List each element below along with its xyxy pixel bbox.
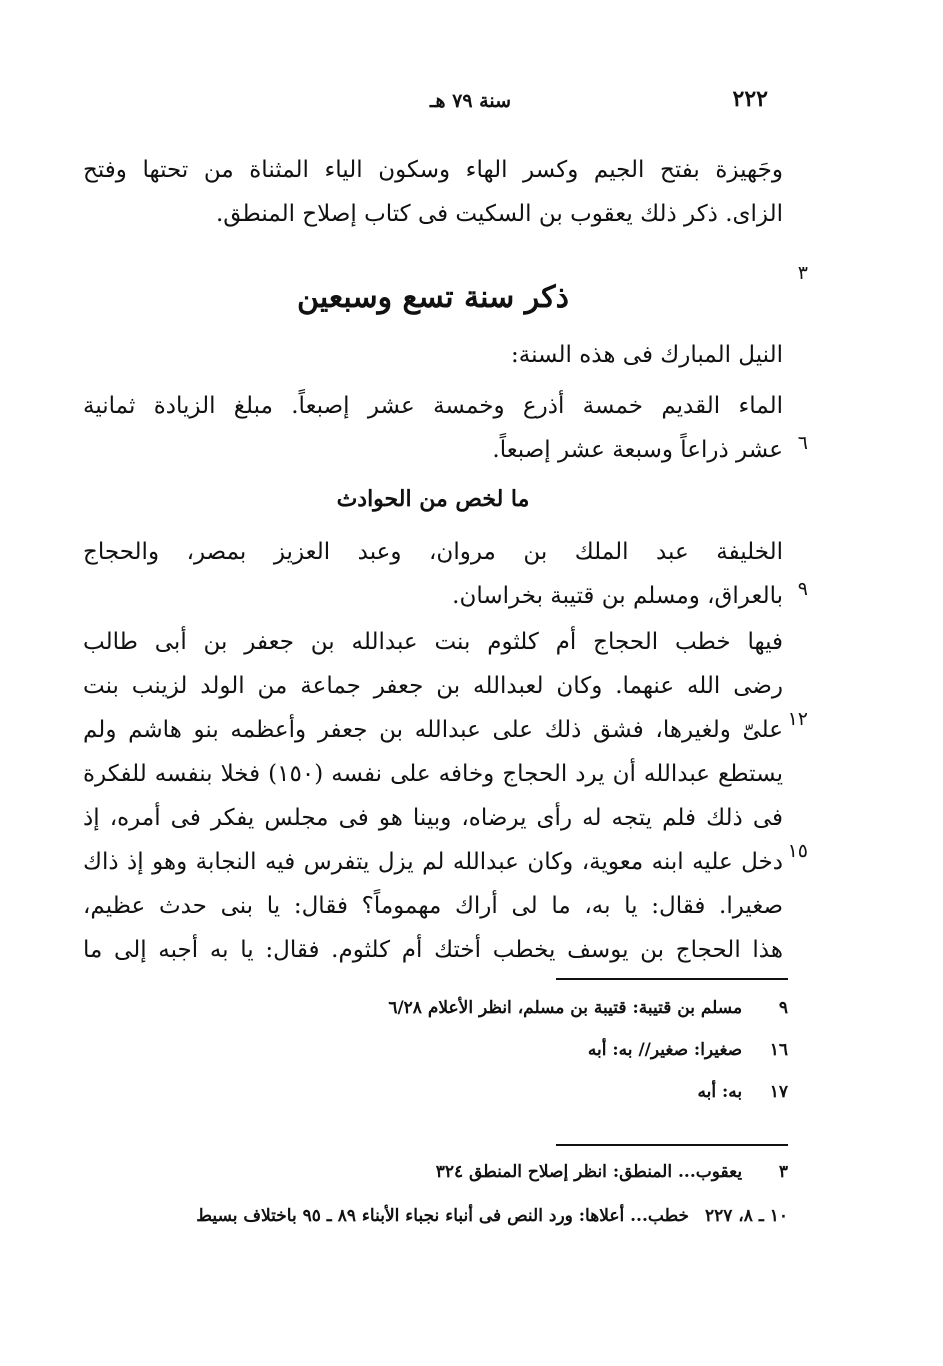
line-number-9: ٩ <box>797 578 808 600</box>
note-number: ١٦ <box>769 1040 788 1060</box>
rulers-paragraph <box>83 530 783 618</box>
story-paragraph <box>83 620 783 972</box>
rulers-line-2: بالعراق، ومسلم بن قتيبة بخراسان. <box>452 583 783 609</box>
nile-line-1: الماء القديم خمسة أذرع وخمسة عشر إصبعاً. مبلغ الزيادة ثمانية <box>83 393 783 419</box>
note-number: ٣ <box>778 1162 788 1182</box>
events-heading: ما لخص من الحوادث <box>336 486 530 512</box>
apparatus-note <box>88 1040 788 1060</box>
note-text: خطب... أعلاها: ورد النص فى أنباء نجباء الأبناء ٨٩ ـ ٩٥ باختلاف بسيط <box>196 1206 690 1226</box>
line-number-3: ٣ <box>797 262 808 284</box>
page-number: ٢٢٢ <box>732 86 768 112</box>
note-text: مسلم بن قتيبة: قتيبة بن مسلم، انظر الأعلام ٦/٢٨ <box>388 998 743 1018</box>
nile-paragraph <box>83 384 783 472</box>
source-note <box>88 1206 788 1226</box>
rulers-line-1: الخليفة عبد الملك بن مروان، وعبد العزيز بمصر، والحجاج <box>83 539 783 565</box>
section-heading: ذكر سنة تسع وسبعين <box>297 280 569 315</box>
note-number: ١٠ ـ ٨، ٢٢٧ <box>704 1206 788 1226</box>
intro-line-2: الزاى. ذكر ذلك يعقوب بن السكيت فى كتاب إصلاح المنطق. <box>215 201 783 227</box>
line-number-6: ٦ <box>797 432 808 454</box>
source-note <box>88 1162 788 1182</box>
apparatus-note <box>88 1082 788 1102</box>
nile-heading: النيل المبارك فى هذه السنة: <box>510 342 783 368</box>
story-line: علىّ ولغيرها، فشق ذلك على عبدالله بن جعفر وأعظمه بنو هاشم ولم <box>83 717 783 743</box>
story-line: رضى الله عنهما. وكان لعبدالله بن جعفر جماعة من الولد لزينب بنت <box>83 673 783 699</box>
story-line: صغيرا. فقال: يا به، ما لى أراك مهموماً؟ فقال: يا بنى حدث عظيم، <box>83 893 783 919</box>
intro-paragraph <box>83 148 783 236</box>
story-line: يستطع عبدالله أن يرد الحجاج وخافه على نفسه (١٥٠) فخلا بنفسه للفكرة <box>83 761 783 787</box>
note-text: يعقوب... المنطق: انظر إصلاح المنطق ٣٢٤ <box>435 1162 743 1182</box>
note-number: ١٧ <box>769 1082 788 1102</box>
footnote-rule-1 <box>556 978 788 980</box>
nile-line-2: عشر ذراعاً وسبعة عشر إصبعاً. <box>492 437 783 463</box>
story-line: دخل عليه ابنه معوية، وكان عبدالله لم يزل يتفرس فيه النجابة وهو إذ ذاك <box>83 849 783 875</box>
line-number-15: ١٥ <box>787 840 808 862</box>
running-head: سنة ٧٩ هـ <box>429 90 511 112</box>
story-line: هذا الحجاج بن يوسف يخطب أختك أم كلثوم. فقال: يا به أجبه إلى ما <box>83 937 783 963</box>
story-line: فى ذلك فلم يتجه له رأى يرضاه، وبينا هو فى مجلس يفكر فى أمره، إذ <box>83 805 783 831</box>
story-line: فيها خطب الحجاج أم كلثوم بنت عبدالله بن جعفر بن أبى طالب <box>83 629 783 655</box>
apparatus-note <box>88 998 788 1018</box>
intro-line-1: وجَهيزة بفتح الجيم وكسر الهاء وسكون الياء المثناة من تحتها وفتح <box>83 157 783 183</box>
line-number-12: ١٢ <box>787 708 808 730</box>
note-number: ٩ <box>778 998 788 1018</box>
footnote-rule-2 <box>556 1144 788 1146</box>
note-text: به: أبه <box>697 1082 743 1102</box>
note-text: صغيرا: صغير// به: أبه <box>587 1040 743 1060</box>
